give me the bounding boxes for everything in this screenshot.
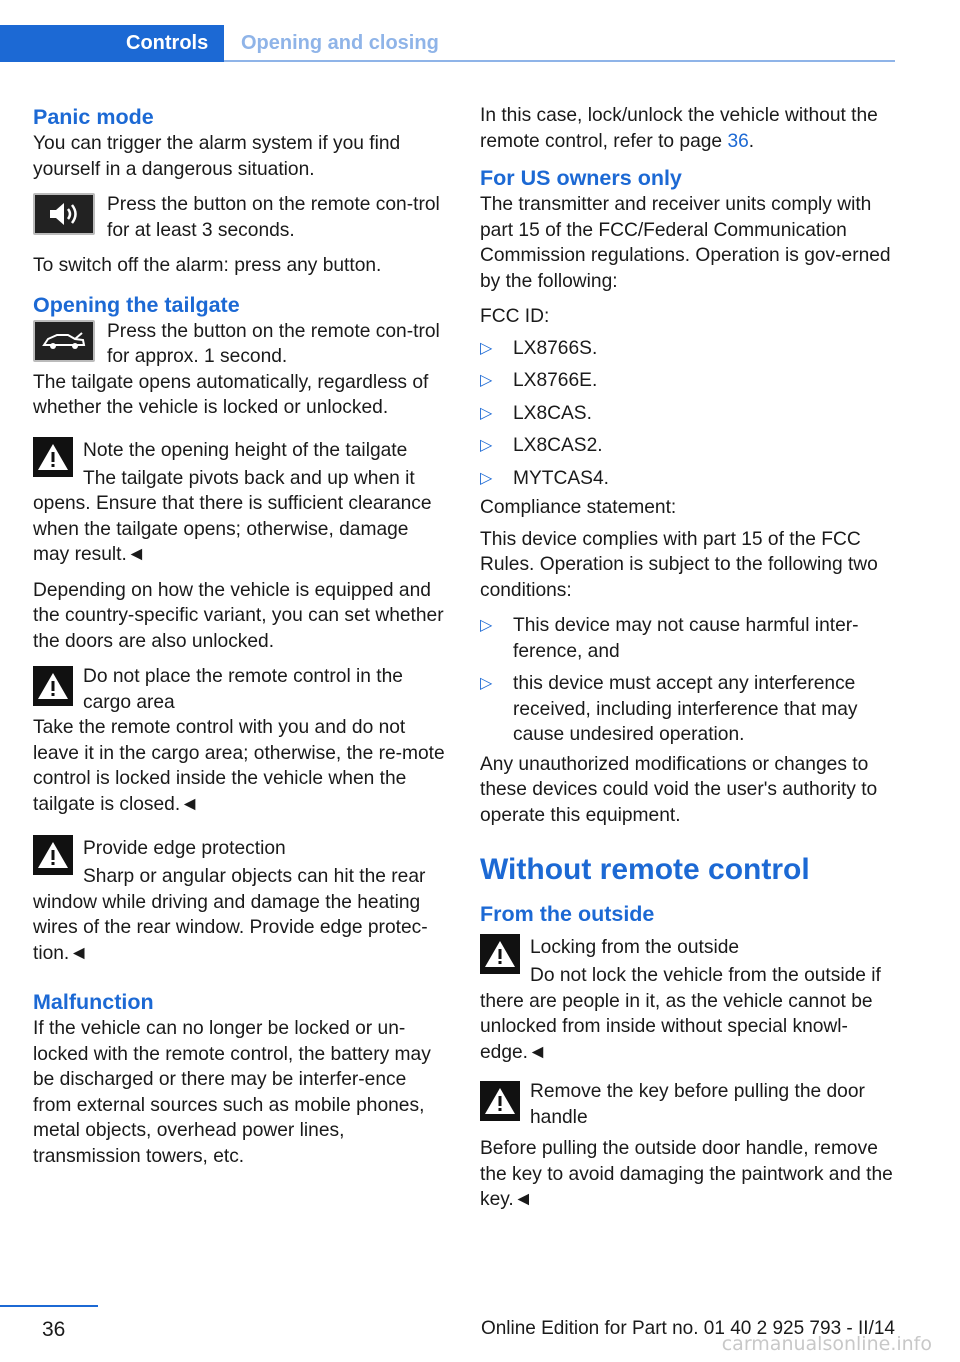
warning-triangle-icon [480, 934, 520, 974]
panic-mode-text: You can trigger the alarm system if you find yourself in a dangerous situation. [33, 133, 401, 180]
without-remote-heading: Without remote control [480, 853, 810, 886]
warning-locking-outside [480, 932, 896, 963]
tailgate-heading: Opening the tailgate [33, 292, 240, 317]
list-item: ▷ LX8766E. [480, 368, 896, 394]
section-tab[interactable]: Controls [0, 25, 224, 62]
triangle-bullet-icon: ▷ [480, 437, 493, 454]
warning-edge-protection-text: Sharp or angular objects can hit the rear window while driving and damage the heating wires of the rear window. Provide edge protec‐tion.◄ [33, 866, 428, 964]
warning-opening-height-text: The tailgate pivots back and up when it opens. Ensure that there is sufficient clearance when the tailgate opens; otherwise, damage may result.◄ [33, 467, 432, 565]
us-owners-text: The transmitter and receiver units comply with part 15 of the FCC/Federal Communication Commission regulations. Operation is gov‐erned by the following: [480, 194, 891, 292]
list-item: ▷ MYTCAS4. [480, 466, 896, 492]
subsection-title[interactable]: Opening and closing [241, 32, 439, 54]
warning-opening-height-title: Note the opening height of the tailgate [83, 439, 408, 461]
list-item: ▷ This device may not cause harmful inter‐ference, and [480, 615, 859, 662]
warning-triangle-icon [480, 1081, 520, 1121]
fcc-id-list [480, 336, 896, 492]
page-header [0, 25, 895, 63]
triangle-bullet-icon: ▷ [480, 617, 493, 634]
malfunction-heading: Malfunction [33, 990, 154, 1014]
list-item: ▷ LX8CAS. [480, 401, 896, 427]
warning-edge-protection-title: Provide edge protection [83, 838, 286, 859]
panic-mode-heading: Panic mode [33, 105, 154, 129]
warning-cargo-area [33, 664, 449, 715]
triangle-bullet-icon: ▷ [480, 469, 493, 487]
warning-triangle-icon [33, 666, 73, 706]
warning-remove-key-text: Before pulling the outside door handle, remove the key to avoid damaging the paintwork and the key.◄ [480, 1138, 893, 1210]
tailgate-text: The tailgate opens automatically, regardless of whether the vehicle is locked or unlocked. [33, 371, 429, 418]
from-outside-heading: From the outside [480, 902, 655, 926]
panic-button-row [33, 192, 449, 243]
panic-button-text: Press the button on the remote con‐trol for at least 3 seconds. [107, 194, 440, 241]
conditions-list [480, 613, 896, 748]
warning-opening-height [33, 435, 449, 466]
footer-rule [0, 1305, 98, 1307]
case-text: In this case, lock/unlock the vehicle without the remote control, refer to page 36. [480, 105, 878, 152]
page-link[interactable]: 36 [727, 130, 749, 152]
tailgate-button-row [33, 319, 449, 370]
panic-off-text: To switch off the alarm: press any button. [33, 255, 382, 276]
triangle-bullet-icon: ▷ [480, 675, 493, 692]
edition-text: Online Edition for Part no. 01 40 2 925 793 - II/14 [480, 1318, 895, 1339]
car-tailgate-icon [33, 320, 95, 362]
warning-remove-key-title: Remove the key before pulling the door handle [530, 1081, 865, 1128]
warning-locking-outside-text: Do not lock the vehicle from the outside if there are people in it, as the vehicle cannot be unlocked from inside without special knowl‐edge.◄ [480, 965, 881, 1063]
page-number: 36 [42, 1318, 66, 1341]
right-column [480, 103, 896, 1213]
warning-remove-key [480, 1079, 896, 1130]
warning-triangle-icon [33, 835, 73, 875]
left-column [33, 103, 449, 1169]
us-owners-heading: For US owners only [480, 166, 682, 190]
warning-cargo-area-title: Do not place the remote control in the cargo area [83, 666, 403, 713]
list-item: ▷ this device must accept any interference received, including interference that may cause undesired operation. [480, 673, 858, 745]
triangle-bullet-icon: ▷ [480, 339, 493, 357]
warning-locking-outside-title: Locking from the outside [530, 937, 740, 958]
compliance-label: Compliance statement: [480, 497, 677, 518]
malfunction-text: If the vehicle can no longer be locked or un‐locked with the remote control, the battery may be discharged or there may be interfer‐ence from external sources such as mobile phones, metal objects, overhead power lines, transmission towers, etc. [33, 1018, 431, 1167]
triangle-bullet-icon: ▷ [480, 372, 493, 389]
list-item: ▷ LX8CAS2. [480, 433, 896, 459]
header-rule [224, 60, 895, 62]
warning-edge-protection [33, 833, 449, 864]
warning-cargo-area-text: Take the remote control with you and do not leave it in the cargo area; otherwise, the re‐mote control is locked inside the vehicle when the tailgate is closed.◄ [33, 717, 445, 815]
compliance-text: This device complies with part 15 of the FCC Rules. Operation is subject to the following two conditions: [480, 528, 878, 601]
watermark: carmanualsonline.info [721, 1333, 932, 1355]
warning-triangle-icon [33, 437, 73, 477]
unauthorized-text: Any unauthorized modifications or changes to these devices could void the user's authority to operate this equipment. [480, 753, 878, 826]
list-item: ▷ LX8766S. [480, 336, 896, 362]
speaker-icon [33, 193, 95, 235]
doors-unlock-text: Depending on how the vehicle is equipped and the country-specific variant, you can set whether the doors are also unlocked. [33, 579, 444, 652]
fcc-id-label: FCC ID: [480, 306, 550, 327]
triangle-bullet-icon: ▷ [480, 404, 493, 422]
tailgate-button-text: Press the button on the remote con‐trol for approx. 1 second. [107, 320, 440, 367]
